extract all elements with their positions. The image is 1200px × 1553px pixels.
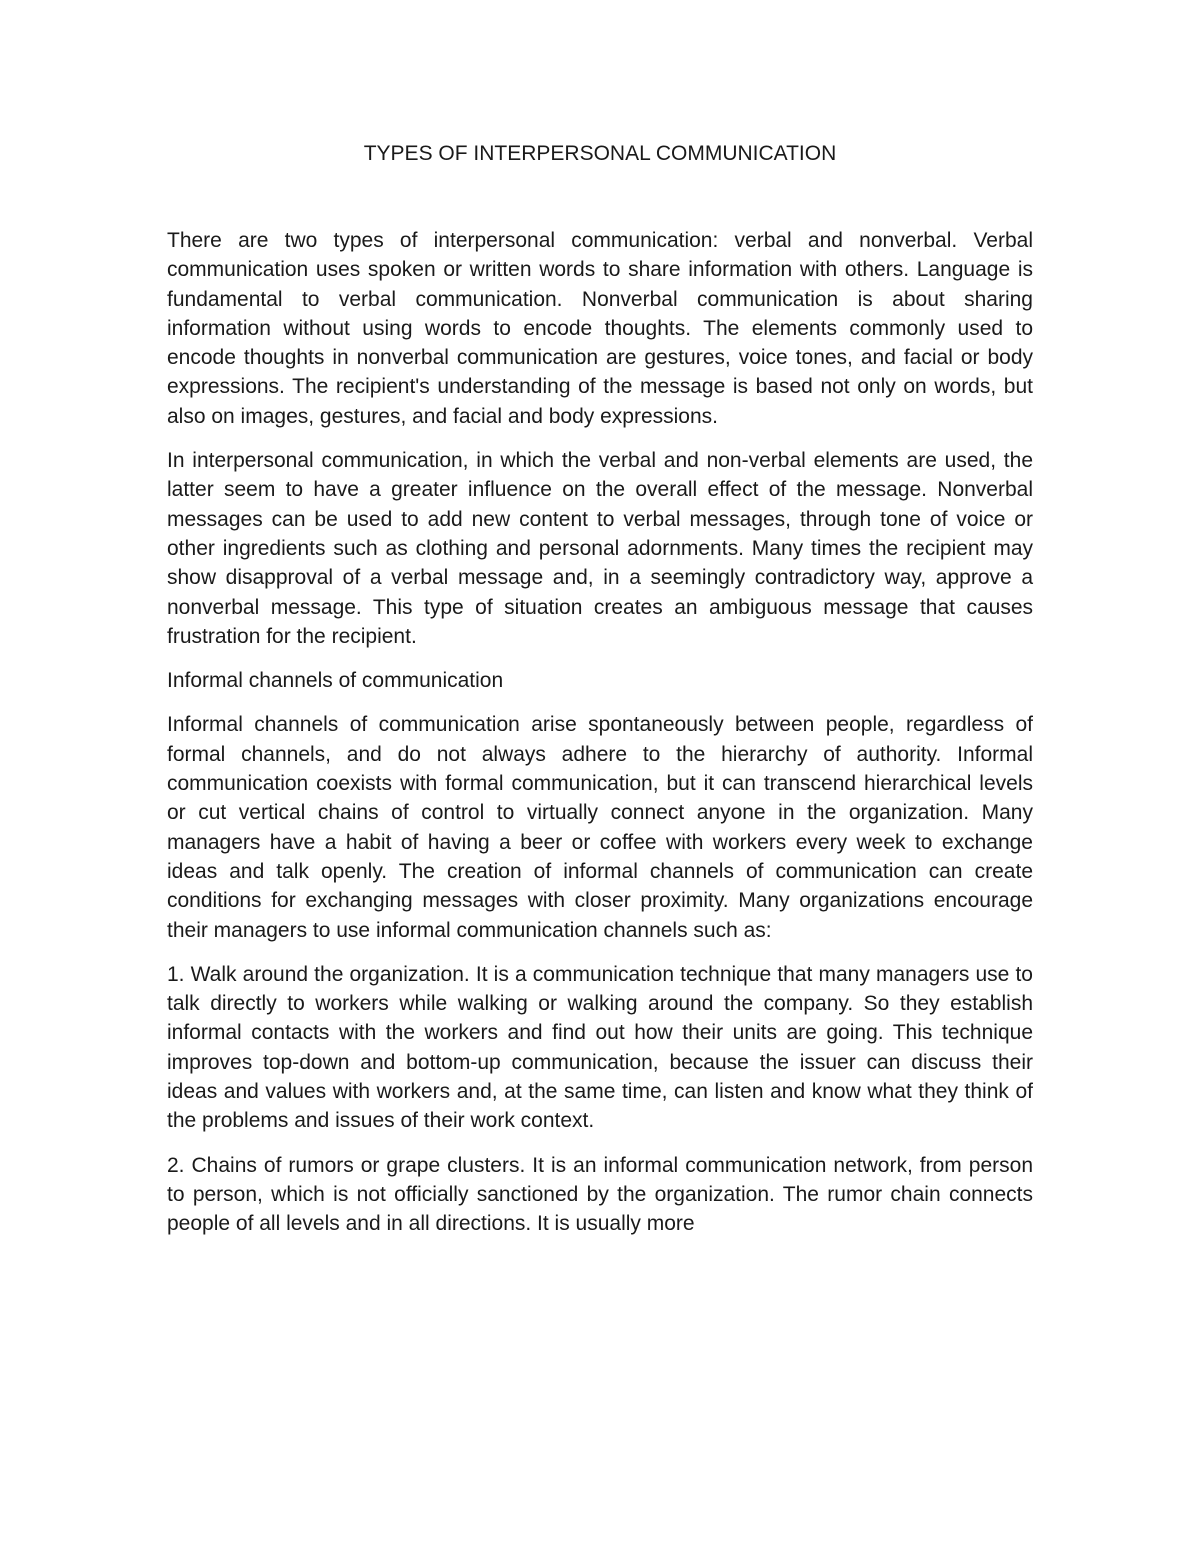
document-content bbox=[167, 139, 1033, 1254]
paragraph-types-overview: There are two types of interpersonal communication: verbal and nonverbal. Verbal communication uses spoken or written words to share information with others. Language is fundamental to verbal communication. Nonverbal communication is about sharing information without using words to encode thoughts. The elements commonly used to encode thoughts in nonverbal communication are gestures, voice tones, and facial or body expressions. The recipient's understanding of the message is based not only on words, but also on images, gestures, and facial and body expressions. bbox=[167, 229, 1033, 428]
section-heading-informal-channels: Informal channels of communication bbox=[167, 669, 504, 693]
list-item-walk-around: 1. Walk around the organization. It is a communication technique that many managers use to talk directly to workers while walking or walking around the company. So they establish informal contacts with the workers and find out how their units are going. This technique improves top-down and bottom-up communication, because the issuer can discuss their ideas and values with workers and, at the same time, can listen and know what they think of the problems and issues of their work context. bbox=[167, 962, 1033, 1133]
list-item-rumor-chains: 2. Chains of rumors or grape clusters. It is an informal communication network, from person to person, which is not officially sanctioned by the organization. The rumor chain connects people of all levels and in all directions. It is usually more bbox=[167, 1153, 1033, 1236]
paragraph-informal-channels: Informal channels of communication arise spontaneously between people, regardless of formal channels, and do not always adhere to the hierarchy of authority. Informal communication coexists with formal communication, but it can transcend hierarchical levels or cut vertical chains of control to virtually connect anyone in the organization. Many managers have a habit of having a beer or coffee with workers every week to exchange ideas and talk openly. The creation of informal channels of communication can create conditions for exchanging messages with closer proximity. Many organizations encourage their managers to use informal communication channels such as: bbox=[167, 713, 1033, 942]
paragraph-verbal-nonverbal-influence: In interpersonal communication, in which the verbal and non-verbal elements are used, the latter seem to have a greater influence on the overall effect of the message. Nonverbal messages can be used to add new content to verbal messages, through tone of voice or other ingredients such as clothing and personal adornments. Many times the recipient may show disapproval of a verbal message and, in a seemingly contradictory way, approve a nonverbal message. This type of situation creates an ambiguous message that causes frustration for the recipient. bbox=[167, 449, 1033, 648]
document-title: TYPES OF INTERPERSONAL COMMUNICATION bbox=[363, 142, 837, 165]
